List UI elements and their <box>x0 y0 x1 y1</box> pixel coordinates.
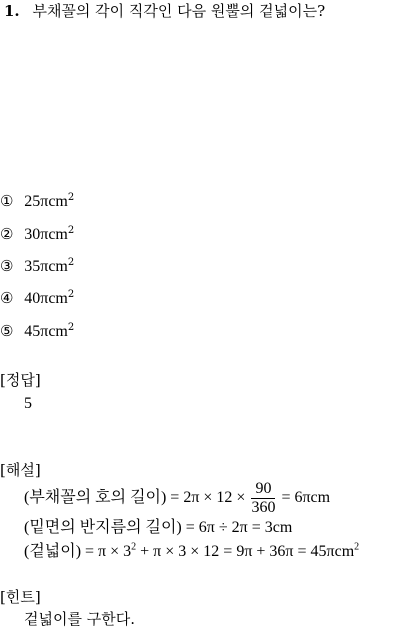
solution-line-1-left: (부채꼴의 호의 길이) = 2π × 12 × <box>24 489 246 506</box>
question-header <box>4 0 325 21</box>
choice-text: 35πcm <box>24 258 68 275</box>
choice-marker: ⑤ <box>0 322 14 340</box>
solution-heading: [해설] <box>0 461 41 479</box>
solution-line-1-right: = 6πcm <box>281 489 331 506</box>
choice-3[interactable] <box>0 257 74 276</box>
choice-text: 40πcm <box>24 290 68 307</box>
solution-line-3-a: (겉넓이) = π × 3 <box>24 543 132 560</box>
fraction-denominator: 360 <box>251 498 276 516</box>
choice-exponent: 2 <box>67 257 75 268</box>
answer-value: 5 <box>24 395 32 412</box>
hint-heading: [힌트] <box>0 588 41 606</box>
exponent: 2 <box>354 541 360 553</box>
choice-marker: ④ <box>0 289 14 307</box>
choice-marker: ① <box>0 192 14 210</box>
question-text: 부채꼴의 각이 직각인 다음 원뿔의 겉넓이는? <box>32 2 326 20</box>
choice-2[interactable] <box>0 225 74 244</box>
choice-exponent: 2 <box>67 289 75 300</box>
choice-text: 30πcm <box>24 226 68 243</box>
solution-line-2: (밑면의 반지름의 길이) = 6π ÷ 2π = 3cm <box>24 519 293 536</box>
fraction <box>251 480 275 517</box>
choice-1[interactable] <box>0 192 74 211</box>
choice-4[interactable] <box>0 289 74 308</box>
exponent: 2 <box>131 541 137 553</box>
choice-text: 45πcm <box>24 323 68 340</box>
choice-exponent: 2 <box>67 225 75 236</box>
choice-exponent: 2 <box>67 192 75 203</box>
figure-area <box>0 30 414 180</box>
choice-exponent: 2 <box>67 322 75 333</box>
question-number: 1. <box>4 2 20 20</box>
choice-marker: ② <box>0 225 14 243</box>
choice-text: 25πcm <box>24 193 68 210</box>
choice-5[interactable] <box>0 322 74 341</box>
fraction-numerator: 90 <box>251 480 275 499</box>
solution-line-1 <box>24 478 330 518</box>
solution-line-3 <box>24 538 359 561</box>
choice-marker: ③ <box>0 257 14 275</box>
hint-text: 겉넓이를 구한다. <box>24 610 135 628</box>
solution-line-3-b: + π × 3 × 12 = 9π + 36π = 45πcm <box>136 543 355 560</box>
answer-heading: [정답] <box>0 371 41 389</box>
